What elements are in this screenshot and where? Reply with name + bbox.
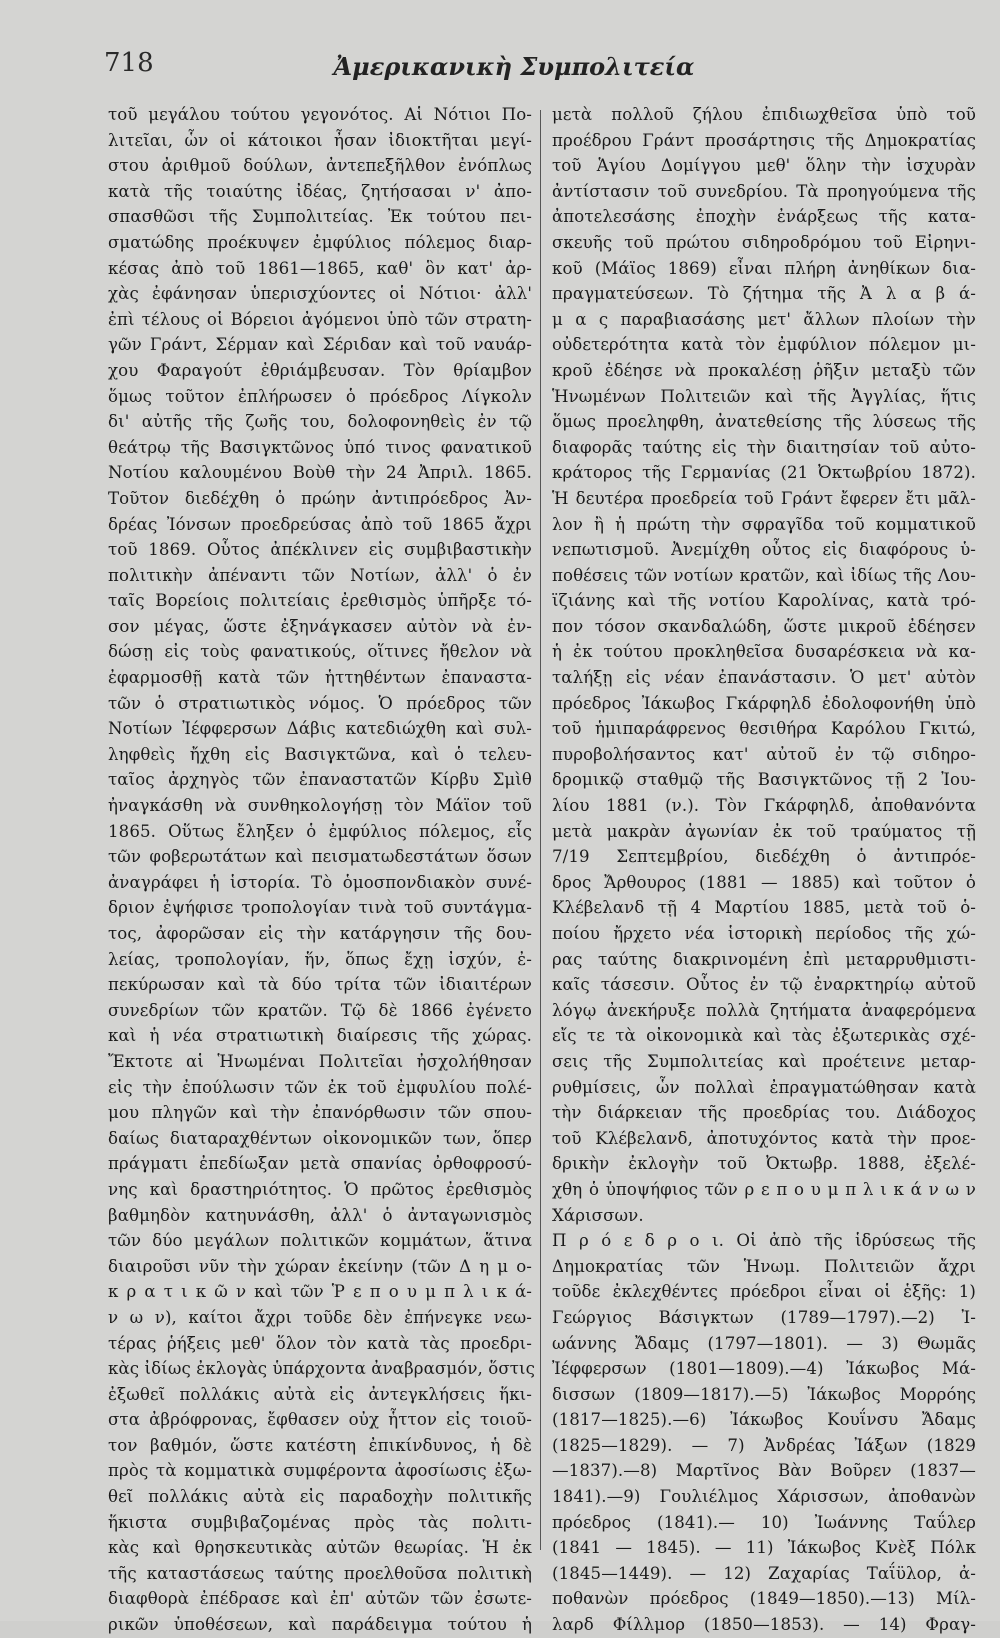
text-line: ταλήξῃ εἰς νέαν ἐπανάστασιν. Ὁ μετ' αὐτὸν xyxy=(552,668,976,688)
text-line: κοῦ (Μάϊος 1869) εἶναι πλήρη ἀνηθίκων δια- xyxy=(552,258,976,278)
text-line: λίου 1881 (ν.). Τὸν Γκάρφηλδ, ἀποθανόντα xyxy=(552,796,976,816)
text-line: κέσας ἀπὸ τοῦ 1861—1865, καθ' ὃν κατ' ἀρ- xyxy=(108,258,532,278)
text-line: δαίως διαταραχθέντων οἰκονομικῶν των, ὅπερ xyxy=(108,1128,532,1148)
text-line: σεις τῆς Συμπολιτείας καὶ προέτεινε μεταρ- xyxy=(552,1051,976,1071)
text-line: χθη ὁ ὑποψήφιος τῶν ρ ε π ο υ μ π λ ι κ ά ν ω ν xyxy=(552,1179,976,1199)
text-line: ἡ ἐκ τούτου προκληθεῖσα δυσαρέσκεια νὰ κα- xyxy=(552,642,976,662)
text-line: πυροβολήσαντος κατ' αὐτοῦ ἐν τῷ σιδηρο- xyxy=(552,744,976,764)
text-line: λόγῳ ἀνεκήρυξε πολλὰ ζητήματα ἀναφερόμενα xyxy=(552,1000,976,1020)
text-line: ὅμως προεληφθη, ἀνατεθείσης τῆς λύσεως τῆς xyxy=(552,412,976,432)
text-line: τὴν διάρκειαν τῆς προεδρίας του. Διάδοχος xyxy=(552,1103,976,1123)
column-divider xyxy=(540,110,541,1550)
text-line: μετὰ μακρὰν ἀγωνίαν ἐκ τοῦ τραύματος τῇ xyxy=(552,821,976,841)
text-line: μου πληγῶν καὶ τὴν ἐπανόρθωσιν τῶν σπου- xyxy=(108,1103,532,1123)
text-line: νης καὶ δραστηριότητος. Ὁ πρῶτος ἐρεθισμὸς xyxy=(108,1179,532,1199)
text-line: συνεδρίων τῶν κρατῶν. Τῷ δὲ 1866 ἐγένετο xyxy=(108,1000,532,1020)
text-line: διαφορᾶς ταύτης εἰς τὴν διαιτησίαν τοῦ αὐτο- xyxy=(552,437,976,457)
text-line: ἀντίστασιν τοῦ συνεδρίου. Τὰ προηγούμενα τῆς xyxy=(552,181,976,201)
text-line: Δημοκρατίας τῶν Ἡνωμ. Πολιτειῶν ἄχρι xyxy=(552,1256,976,1276)
text-line: τῶν ὁ στρατιωτικὸς νόμος. Ὁ πρόεδρος τῶν xyxy=(108,693,532,713)
text-line: θεῖ πολλάκις αὐτὰ εἰς παραδοχὴν πολιτικῆς xyxy=(108,1487,532,1507)
text-line: ἠναγκάσθη νὰ συνθηκολογήσῃ τὸν Μάϊον τοῦ xyxy=(108,796,532,816)
text-line: τοῦ Ἁγίου Δομίγγου μεθ' ὅλην τὴν ἰσχυρὰν xyxy=(552,156,976,176)
text-line: τον βαθμόν, ὥστε κατέστη ἐπικίνδυνος, ἡ δὲ xyxy=(108,1435,532,1455)
text-line: διαφθορὰ ἐπέδρασε καὶ ἐπ' αὐτῶν τῶν ἐσωτε- xyxy=(108,1589,532,1609)
text-line: ἀποτελεσάσης ἐποχὴν ἐνάρξεως τῆς κατα- xyxy=(552,207,976,227)
text-line: καὶ ἡ νέα στρατιωτικὴ διαίρεσις τῆς χώρας. xyxy=(108,1026,532,1046)
text-line: Ἔκτοτε αἱ Ἡνωμέναι Πολιτεῖαι ἠσχολήθησαν xyxy=(108,1051,532,1071)
text-line: λιτεῖαι, ὧν οἱ κάτοικοι ἦσαν ἰδιοκτῆται μεγί- xyxy=(108,130,532,150)
text-line: ἐφαρμοσθῇ κατὰ τῶν ἡττηθέντων ἐπαναστα- xyxy=(108,668,532,688)
text-line: δώσῃ εἰς τοὺς φανατικούς, οἵτινες ἤθελον νὰ xyxy=(108,642,532,662)
text-line: πρόεδρος (1841).— 10) Ἰωάννης Ταΰλερ xyxy=(552,1512,976,1532)
text-line: τῆς καταστάσεως ταύτης προελθοῦσα πολιτικὴ xyxy=(108,1563,532,1583)
right-column xyxy=(552,102,976,1635)
text-line: ωάννης Ἄδαμς (1797—1801). — 3) Θωμᾶς xyxy=(552,1333,976,1353)
text-line: δρέας Ἰόνσων προεδρεύσας ἀπὸ τοῦ 1865 ἄχρι xyxy=(108,514,532,534)
text-line: ϊζιάνης καὶ τῆς νοτίου Καρολίνας, κατὰ τρό- xyxy=(552,591,976,611)
text-line: δρομικῷ σταθμῷ τῆς Βασιγκτῶνος τῇ 2 Ἰου- xyxy=(552,770,976,790)
text-line: τῶν δύο μεγάλων πολιτικῶν κομμάτων, ἅτινα xyxy=(108,1231,532,1251)
text-line: (1817—1825).—6) Ἰάκωβος Κουΐνσυ Ἄδαμς xyxy=(552,1410,976,1430)
text-line: κ ρ α τ ι κ ῶ ν καὶ τῶν Ῥ ε π ο υ μ π λ ι κ ά- xyxy=(108,1282,532,1302)
text-line: δισσων (1809—1817).—5) Ἰάκωβος Μορρόης xyxy=(552,1384,976,1404)
text-line: πον τόσον σκανδαλώδη, ὥστε μικροῦ ἐδέησεν xyxy=(552,616,976,636)
text-line: Νοτίων Ἰέφφερσων Δάβις κατεδιώχθη καὶ συλ- xyxy=(108,719,532,739)
text-line: βαθμηδὸν κατηυνάσθη, ἀλλ' ὁ ἀνταγωνισμὸς xyxy=(108,1205,532,1225)
text-line: ἀναγράφει ἡ ἱστορία. Τὸ ὁμοσπονδιακὸν συνέ- xyxy=(108,872,532,892)
text-line: Χάρισσων. xyxy=(552,1205,644,1225)
text-line: σον μέγας, ὥστε ἐξηνάγκασεν αὐτὸν νὰ ἐν- xyxy=(108,616,532,636)
text-line: τοῦ ἡμιπαράφρενος θεσιθήρα Καρόλου Γκιτώ, xyxy=(552,719,976,739)
text-line: σκευῆς τοῦ πρώτου σιδηροδρόμου τοῦ Εἰρηνι- xyxy=(552,232,976,252)
text-line: τῶν φοβερωτάτων καὶ πεισματωδεστάτων ὅσων xyxy=(108,847,532,867)
text-line: ρικῶν ὑποθέσεων, καὶ παράδειγμα τούτου ἡ xyxy=(108,1615,532,1635)
text-line: χὰς ἐφάνησαν ὑπερισχύοντες οἱ Νότιοι· ἀλλ' xyxy=(108,284,532,304)
text-line: προέδρου Γράντ προσάρτησις τῆς Δημοκρατίας xyxy=(552,130,976,150)
text-line: δρος Ἄρθουρος (1881 — 1885) καὶ τοῦτον ὁ xyxy=(552,872,976,892)
text-line: σματώδης προέκυψεν ἐμφύλιος πόλεμος διαρ- xyxy=(108,232,532,252)
text-body xyxy=(108,102,976,1635)
text-line: Τοῦτον διεδέχθη ὁ πρώην ἀντιπρόεδρος Ἀν- xyxy=(108,488,532,508)
text-line: καῖς τάσεσιν. Οὗτος ἐν τῷ ἐναρκτηρίῳ αὐτοῦ xyxy=(552,975,976,995)
text-line: οὐδετερότητα κατὰ τὸν ἐμφύλιον πόλεμον μι- xyxy=(552,335,976,355)
text-line: —1837).—8) Μαρτῖνος Βὰν Βοῦρεν (1837— xyxy=(552,1461,976,1481)
text-line: ρυθμίσεις, ὧν πολλαὶ ἐπραγματώθησαν κατὰ xyxy=(552,1077,976,1097)
text-line: κὰς καὶ θρησκευτικὰς αὐτῶν θεωρίας. Ἡ ἐκ xyxy=(108,1538,532,1558)
text-line: μετὰ πολλοῦ ζήλου ἐπιδιωχθεῖσα ὑπὸ τοῦ xyxy=(552,105,976,124)
text-line: Ἰέφφερσων (1801—1809).—4) Ἰάκωβος Μά- xyxy=(552,1359,976,1379)
text-line: λον ἢ ἡ πρώτη τὴν σφραγῖδα τοῦ κομματικοῦ xyxy=(552,514,976,534)
text-line: ποθανὼν πρόεδρος (1849—1850).—13) Μίλ- xyxy=(552,1589,976,1609)
text-line: (1841 — 1845). — 11) Ἰάκωβος Κνὲξ Πόλκ xyxy=(552,1538,976,1558)
text-line: θεάτρῳ τῆς Βασιγκτῶνος ὑπό τινος φανατικοῦ xyxy=(108,437,532,457)
text-line: νεπωτισμοῦ. Ἀνεμίχθη οὗτος εἰς διαφόρους ὑ- xyxy=(552,540,976,560)
text-line: δρικὴν ἐκλογὴν τοῦ Ὀκτωβρ. 1888, ἐξελέ- xyxy=(552,1154,976,1174)
text-line: ἥκιστα συμβιβαζομένας πρὸς τὰς πολιτι- xyxy=(108,1512,532,1532)
page-header xyxy=(104,48,924,88)
text-line: ταῖς Βορείοις πολιτείαις ἐρεθισμὸς ὑπῆρξε τό- xyxy=(108,591,532,611)
left-column xyxy=(108,102,536,1635)
text-line: τέρας ῥήξεις μεθ' ὅλον τὸν κατὰ τὰς προεδρι- xyxy=(108,1333,532,1353)
text-line: κροῦ ἐδέησε νὰ προκαλέσῃ ῥῆξιν μεταξὺ τῶν xyxy=(552,360,976,380)
text-line: εἴς τε τὰ οἰκονομικὰ καὶ τὰς ἐξωτερικὰς σχέ- xyxy=(552,1026,976,1046)
text-line: τοῦ μεγάλου τούτου γεγονότος. Αἱ Νότιοι Πο- xyxy=(108,105,532,124)
text-line: πρόεδρος Ἰάκωβος Γκάρφηλδ ἐδολοφονήθη ὑπὸ xyxy=(552,693,976,713)
text-line: ν ω ν), καίτοι ἄχρι τοῦδε δὲν ἐπήνεγκε νεω- xyxy=(108,1307,532,1327)
text-line: τοῦ 1869. Οὗτος ἀπέκλινεν εἰς συμβιβαστικὴν xyxy=(108,540,532,560)
text-line: λείας, τροπολογίαν, ἥν, ὅπως ἔχῃ ἰσχύν, ἐ- xyxy=(108,949,532,969)
text-line: τοῦ Κλέβελανδ, ἀποτυχόντος κατὰ τὴν προε- xyxy=(552,1128,976,1148)
text-line: πράγματι ἐπεδίωξαν μετὰ σπανίας ὀρθοφροσύ- xyxy=(108,1154,532,1174)
text-line: πολιτικὴν ἀπέναντι τῶν Νοτίων, ἀλλ' ὁ ἐν xyxy=(108,565,532,585)
text-line: ὅμως τοῦτον ἐπλήρωσεν ὁ πρόεδρος Λίγκολν xyxy=(108,386,532,406)
text-line: χου Φαραγούτ ἐθριάμβευσαν. Τὸν θρίαμβον xyxy=(108,360,532,380)
running-title: Ἀμερικανικὴ Συμπολιτεία xyxy=(333,52,695,81)
text-line: πεκύρωσαν καὶ τὰ δύο τρίτα τῶν ἰδιαιτέρων xyxy=(108,975,532,995)
text-line: μ α ς παραβιασάσης μετ' ἄλλων πλοίων τὴν xyxy=(552,309,976,329)
text-line: ποίου ἤρχετο νέα ἱστορικὴ περίοδος τῆς χώ- xyxy=(552,924,976,943)
text-line: δι' αὐτῆς τῆς ζωῆς του, δολοφονηθεὶς ἐν τῷ xyxy=(108,412,532,432)
text-line: γῶν Γράντ, Σέρμαν καὶ Σέριδαν καὶ τοῦ ναυάρ- xyxy=(108,335,532,355)
text-line: κὰς ἰδίως ἐκλογὰς ὑπάρχοντα ἀναβρασμόν, ὅστις xyxy=(108,1359,536,1379)
text-line: Ἡ δευτέρα προεδρεία τοῦ Γράντ ἔφερεν ἔτι μᾶλ- xyxy=(552,488,976,508)
text-line: δριον ἐψήφισε τροπολογίαν τινὰ τοῦ συντάγμα- xyxy=(108,898,532,918)
text-line: ληφθεὶς ἤχθη εἰς Βασιγκτῶνα, καὶ ὁ τελευ- xyxy=(108,744,532,764)
text-line: ἐπὶ τέλους οἱ Βόρειοι ἀγόμενοι ὑπὸ τῶν στρατη- xyxy=(108,309,532,329)
text-line: Γεώργιος Βάσιγκτων (1789—1797).—2) Ἰ- xyxy=(552,1307,976,1327)
text-line: 1865. Οὕτως ἔληξεν ὁ ἐμφύλιος πόλεμος, εἷς xyxy=(108,821,532,841)
text-line: Π ρ ό ε δ ρ ο ι. Οἱ ἀπὸ τῆς ἱδρύσεως τῆς xyxy=(552,1231,976,1251)
page-number: 718 xyxy=(104,48,154,78)
text-line: ταῖος ἀρχηγὸς τῶν ἐπαναστατῶν Κίρβυ Σμὶθ xyxy=(108,770,532,790)
text-line: κατὰ τῆς τοιαύτης ἰδέας, ζητήσασαι ν' ἀπο- xyxy=(108,181,532,201)
text-line: πρὸς τὰ κομματικὰ συμφέροντα ἀφοσίωσις ἐξω- xyxy=(108,1461,532,1481)
text-line: τοῦδε ἐκλεχθέντες πρόεδροι εἶναι οἱ ἑξῆς: 1) xyxy=(552,1282,976,1302)
text-line: ἐξωθεῖ πολλάκις αὐτὰ εἰς ἀντεγκλήσεις ἥκι- xyxy=(108,1384,532,1404)
text-line: 1841).—9) Γουλιέλμος Χάρισσων, ἀποθανὼν xyxy=(552,1487,976,1507)
text-line: εἰς τὴν ἐπούλωσιν τῶν ἐκ τοῦ ἐμφυλίου πολέ- xyxy=(108,1077,532,1097)
text-line: ρας ταύτης διακρινομένη ἐπὶ μεταρρυθμιστι- xyxy=(552,949,976,969)
text-line: 7/19 Σεπτεμβρίου, διεδέχθη ὁ ἀντιπρόε- xyxy=(552,847,976,867)
text-line: Κλέβελανδ τῇ 4 Μαρτίου 1885, μετὰ τοῦ ὁ- xyxy=(552,898,976,918)
text-line: διαιροῦσι νῦν τὴν χώραν ἐκείνην (τῶν Δ η μ ο- xyxy=(108,1256,532,1276)
text-line: Ἡνωμένων Πολιτειῶν καὶ τῆς Ἀγγλίας, ἥτις xyxy=(552,386,976,406)
text-line: (1825—1829). — 7) Ἀνδρέας Ἰάξων (1829 xyxy=(552,1435,976,1455)
text-line: τος, ἀφορῶσαν εἰς τὴν κατάργησιν τῆς δου- xyxy=(108,924,532,943)
text-line: λαρδ Φίλλμορ (1850—1853). — 14) Φραγ- xyxy=(552,1615,976,1635)
text-line: κράτορος τῆς Γερμανίας (21 Ὀκτωβρίου 1872). xyxy=(552,463,976,483)
text-line: ποθέσεις τῶν νοτίων κρατῶν, καὶ ἰδίως τῆς Λου- xyxy=(552,565,976,585)
text-line: Νοτίου καλουμένου Βοὺθ τὴν 24 Ἀπριλ. 1865. xyxy=(108,463,532,483)
text-line: σπασθῶσι τῆς Συμπολιτείας. Ἐκ τούτου πει- xyxy=(108,207,532,227)
text-line: πραγματεύσεων. Τὸ ζήτημα τῆς Ἀ λ α β ά- xyxy=(552,284,976,304)
text-line: στου ἀριθμοῦ δούλων, ἀντεπεξῆλθον ἐνόπλως xyxy=(108,156,532,176)
text-line: (1845—1449). — 12) Ζαχαρίας Ταΐϋλορ, ἀ- xyxy=(552,1563,976,1583)
text-line: στα ἀβρόφρονας, ἔφθασεν οὐχ ἧττον εἰς τοιοῦ- xyxy=(108,1410,532,1430)
